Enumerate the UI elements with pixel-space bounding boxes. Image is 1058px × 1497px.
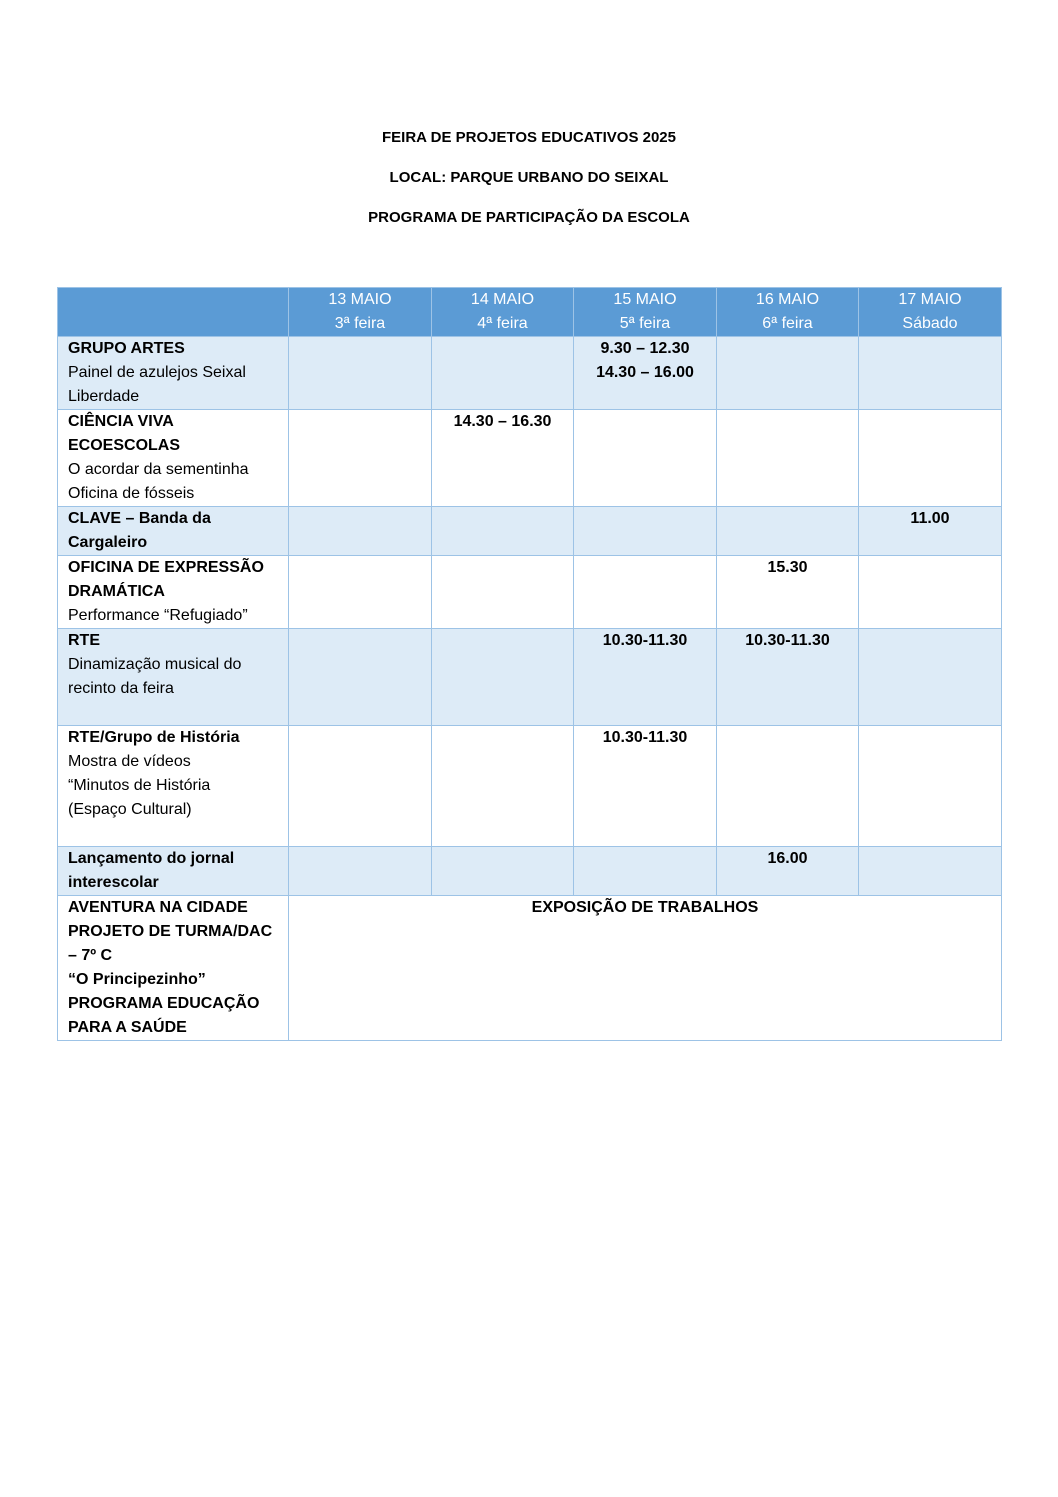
day-weekday: Sábado: [902, 315, 958, 332]
time-slot-cell: [432, 337, 574, 410]
activity-cell: [58, 847, 289, 896]
activity-description-line: Mostra de vídeos: [68, 753, 191, 770]
time-slot-cell: 11.00: [859, 507, 1002, 556]
activity-title-line: interescolar: [68, 874, 159, 891]
time-slot-cell: 10.30-11.30: [574, 726, 717, 847]
activity-description-line: “Minutos de História: [68, 777, 211, 794]
table-header-row: [58, 288, 1002, 337]
activity-title-line: OFICINA DE EXPRESSÃO: [68, 559, 264, 576]
time-slot-cell: [859, 556, 1002, 629]
table-row: [58, 726, 1002, 847]
time-slot-cell: [859, 726, 1002, 847]
time-slot-cell: [717, 410, 859, 507]
time-slot-cell: [574, 507, 717, 556]
activity-cell: [58, 507, 289, 556]
activity-title-line: RTE: [68, 632, 100, 649]
time-slot-cell: [432, 629, 574, 726]
header-day-cell: [432, 288, 574, 337]
activity-title-line: Cargaleiro: [68, 534, 148, 551]
time-slot-cell: [717, 726, 859, 847]
document-header: [0, 126, 1058, 246]
table-row: [58, 507, 1002, 556]
time-slot-cell: 14.30 – 16.30: [432, 410, 574, 507]
activity-title-line: – 7º C: [68, 947, 113, 964]
time-slot-cell: [289, 410, 432, 507]
header-day-cell: [717, 288, 859, 337]
table-row: [58, 847, 1002, 896]
exhibition-text: EXPOSIÇÃO DE TRABALHOS: [531, 899, 759, 916]
activity-title-line: CLAVE – Banda da: [68, 510, 211, 527]
activity-cell: [58, 726, 289, 847]
time-slot-cell: [859, 629, 1002, 726]
time-slot-cell: [432, 726, 574, 847]
time-slot-cell: [289, 726, 432, 847]
time-slot-cell: [289, 847, 432, 896]
header-day-cell: [289, 288, 432, 337]
activity-title-line: DRAMÁTICA: [68, 583, 165, 600]
time-slot-cell: [289, 629, 432, 726]
activity-title-line: CIÊNCIA VIVA: [68, 413, 174, 430]
day-date: 13 MAIO: [328, 291, 392, 308]
activity-title-line: PROJETO DE TURMA/DAC: [68, 923, 273, 940]
time-slot-cell: [289, 337, 432, 410]
time-slot-cell: [859, 337, 1002, 410]
day-weekday: 6ª feira: [762, 315, 813, 332]
document-subtitle: PROGRAMA DE PARTICIPAÇÃO DA ESCOLA: [368, 209, 690, 226]
header-day-cell: [859, 288, 1002, 337]
day-date: 14 MAIO: [470, 291, 535, 308]
time-slot-cell: 10.30-11.30: [574, 629, 717, 726]
table-row-final: [58, 896, 1002, 1041]
activity-cell: [58, 896, 289, 1041]
time-slot-cell: [289, 507, 432, 556]
header-day-cell: [574, 288, 717, 337]
activity-description-line: O acordar da sementinha: [68, 461, 249, 478]
time-slot-cell: [574, 410, 717, 507]
time-slot-cell: [859, 847, 1002, 896]
table-row: [58, 629, 1002, 726]
time-slot-cell: 10.30-11.30: [717, 629, 859, 726]
time-slot-cell: [574, 847, 717, 896]
event-location: LOCAL: PARQUE URBANO DO SEIXAL: [389, 169, 669, 186]
activity-cell: [58, 629, 289, 726]
time-slot-cell: [432, 507, 574, 556]
time-slot-cell: [717, 507, 859, 556]
activity-cell: [58, 556, 289, 629]
table-row: [58, 410, 1002, 507]
table-row: [58, 337, 1002, 410]
activity-description-line: Painel de azulejos Seixal: [68, 364, 246, 381]
time-slot-cell: [432, 556, 574, 629]
day-weekday: 3ª feira: [334, 315, 386, 332]
activity-description-line: Performance “Refugiado”: [68, 607, 248, 624]
day-weekday: 5ª feira: [619, 315, 671, 332]
time-slot-cell: 9.30 – 12.30 14.30 – 16.00: [574, 337, 717, 410]
time-slot-cell: [289, 556, 432, 629]
activity-description-line: Oficina de fósseis: [68, 485, 195, 502]
time-slot-cell: [574, 556, 717, 629]
table-row: [58, 556, 1002, 629]
activity-description-line: (Espaço Cultural): [68, 801, 192, 818]
day-date: 15 MAIO: [613, 291, 677, 308]
activity-title-line: PARA A SAÚDE: [68, 1019, 187, 1036]
day-date: 17 MAIO: [898, 291, 962, 308]
document-title: FEIRA DE PROJETOS EDUCATIVOS 2025: [382, 129, 676, 146]
time-slot-cell: [859, 410, 1002, 507]
time-slot-cell: [717, 337, 859, 410]
time-slot-cell: 16.00: [717, 847, 859, 896]
time-slot-cell: 15.30: [717, 556, 859, 629]
activity-description-line: Liberdade: [68, 388, 140, 405]
day-date: 16 MAIO: [755, 291, 820, 308]
day-weekday: 4ª feira: [477, 315, 528, 332]
activity-cell: [58, 337, 289, 410]
header-activity-cell: [58, 288, 289, 337]
activity-cell: [58, 410, 289, 507]
activity-title-line: Lançamento do jornal: [68, 850, 235, 867]
activity-title-line: GRUPO ARTES: [68, 340, 185, 357]
time-slot-cell: [432, 847, 574, 896]
activity-title-line: RTE/Grupo de História: [68, 729, 240, 746]
activity-description-line: recinto da feira: [68, 680, 174, 697]
exhibition-cell: [289, 896, 1002, 1041]
activity-title-line: AVENTURA NA CIDADE: [68, 899, 248, 916]
activity-description-line: Dinamização musical do: [68, 656, 242, 673]
schedule-table: [57, 287, 1002, 1041]
activity-title-line: ECOESCOLAS: [68, 437, 181, 454]
activity-title-line: “O Principezinho”: [68, 971, 206, 988]
activity-title-line: PROGRAMA EDUCAÇÃO: [68, 995, 260, 1012]
